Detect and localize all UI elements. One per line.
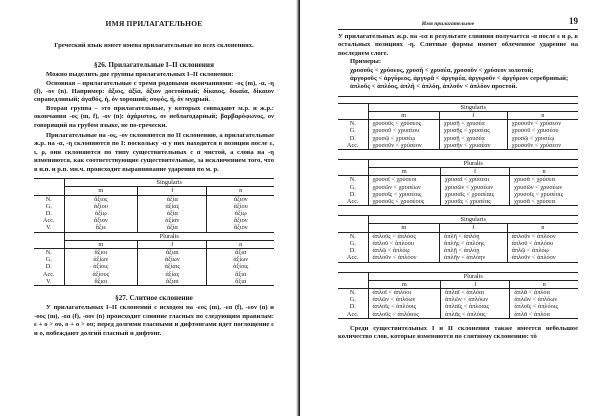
table-row: V. ἄξιοι ἄξιαι ἄξια: [34, 278, 274, 286]
closing-paragraph: Среди существительных I и II склонения также имеется небольшое количество слов, которые изменяются по слитному склонению: τὸ: [338, 324, 578, 341]
number-header: Singularis: [368, 216, 578, 224]
intro-sentence: Греческий язык имеет имена прилагательные во всех склонениях.: [54, 42, 254, 50]
table-row: G. ἀξίων ἀξίων ἀξίων: [34, 256, 274, 263]
number-header: Pluralis: [368, 272, 578, 280]
number-header: Pluralis: [368, 160, 578, 168]
left-page: [0, 0, 298, 416]
gender-header: f: [441, 280, 510, 288]
gender-header: n: [510, 168, 578, 176]
section-26-p4: Прилагательные на -ος, -ον склоняются по II склонению, а прилагательные ж.р. на -α, -η склоняются по I: поскольку -α у них находится в позиции после ε, ι, ρ, они склоняются по типу существительных с α чистой, а слова на -η изменяются, как соответствующие существительные, за исключением того, что в и.п. и р.п. мн.ч. происходит выравнивание ударения по м. р.: [34, 132, 274, 173]
section-26-p1: Можно выделить две группы прилагательных I–II склонения:: [46, 71, 234, 79]
table-row: G. ἁπλοῦ < ἁπλόου ἁπλῆς < ἁπλόης ἁπλοῦ < ἁπλόου: [338, 240, 578, 247]
gender-header: n: [507, 224, 578, 232]
table-row: Acc. ἀξίους ἀξίας ἄξια: [34, 271, 274, 278]
table-row: Acc. χρυσοῦν < χρύσεον χρυσῆν < χρυσέαν χρυσοῦν < χρύσεον: [338, 142, 578, 150]
table-row: D. ἀξίῳ ἀξίᾳ ἀξίῳ: [34, 210, 274, 217]
right-page-content: [338, 18, 578, 342]
section-26-p2: Основная – прилагательные с тремя родовыми окончаниями: -ος (m), -α, -η (f), -ον (n). Например: ἄξιος, ἀξία, ἄξιον достойный; δίκαιος, δικαία, δίκαιον справедливый; ἀγαθός, ή, όν хороший; σοφός, ή, όν мудрый.: [34, 79, 274, 104]
gender-header: m: [368, 280, 441, 288]
table-row: D. ἁπλῷ < ἁπλόῳ ἁπλῇ < ἁπλόῃ ἁπλῷ < ἁπλόῳ: [338, 247, 578, 254]
plural-header: Pluralis: [64, 232, 274, 240]
table-row: G. χρυσοῦ < χρυσέου χρυσῆς < χρυσέας χρυσοῦ < χρυσέου: [338, 127, 578, 134]
running-head-title: Имя прилагательное: [421, 21, 475, 27]
gender-n: n: [207, 187, 274, 195]
contract-tables: [338, 103, 578, 319]
table-row: Acc. ἁπλοῦς < ἁπλόους ἁπλᾶς < ἁπλόας ἁπλᾶ < ἁπλόα: [338, 311, 578, 319]
table-row: Acc. ἁπλοῦν < ἁπλόον ἁπλῆν < ἁπλόην ἁπλοῦν < ἁπλόον: [338, 254, 578, 262]
gender-header: f: [440, 168, 509, 176]
gender-header: n: [507, 112, 578, 120]
gender-header: m: [368, 112, 439, 120]
chapter-title: ИМЯ ПРИЛАГАТЕЛЬНОЕ: [105, 19, 203, 28]
example-2: ἀργυροῦς < ἀργύρεος, ἀργυρᾶ < ἀργυρέα, ἀργυροῦν < ἀργύρεον серебряный;: [350, 75, 569, 83]
table-row: N. ἁπλοῦς < ἁπλόος ἁπλῆ < ἁπλόη ἁπλοῦν < ἁπλόον: [338, 232, 578, 240]
table-row: V. ἄξιε ἀξία ἄξιον: [34, 224, 274, 232]
example-3: ἁπλοῦς < ἁπλόος, ἁπλῆ < ἁπλόη, ἁπλοῦν < ἁπλόον простой.: [350, 83, 518, 91]
table-row: G. ἀξίου ἀξίας ἀξίου: [34, 203, 274, 210]
example-1: χρυσοῦς < χρύσεος, χρυσῆ < χρυσέα, χρυσοῦν < χρύσεον золотой;: [350, 66, 534, 74]
table-row: G. ἁπλῶν < ἁπλόων ἁπλῶν < ἁπλόων ἁπλῶν < ἁπλόων: [338, 296, 578, 303]
declension-table-axios: Singularis m f n N. ἄξιος ἀξία ἄξιον G. ἀξίου ἀξίας ἀξίου D. ἀξίῳ ἀξίᾳ ἀξίῳ Acc. ἄξιον ἀξίαν ἄξιον V. ἄξιε ἀξία ἄξιον Pluralis m f n N. ἄξιοι ἄξιαι ἄξια G. ἀξίων ἀξίων ἀξίων D. ἀξίοις ἀξίαις ἀξίοις Acc. ἀξίους ἀξίας ἄξια V. ἄξιοι ἄξιαι ἄξια: [34, 178, 274, 286]
gender-header: f: [440, 224, 508, 232]
table-row: G. χρυσῶν < χρυσέων χρυσῶν < χρυσέων χρυσῶν < χρυσέων: [338, 184, 578, 191]
section-26-title: §26. Прилагательные I–II склонения: [94, 60, 214, 69]
table-row: N. ἄξιοι ἄξιαι ἄξια: [34, 248, 274, 256]
haplous-singular-table: [338, 215, 578, 262]
gender-header: m: [368, 168, 440, 176]
table-row: N. χρυσοῦς < χρύσεος χρυσῆ < χρυσέα χρυσοῦν < χρύσεον: [338, 120, 578, 128]
table-row: D. χρυσοῖς < χρυσέοις χρυσαῖς < χρυσέαις χρυσοῖς < χρυσέοις: [338, 191, 578, 198]
table-row: Acc. ἄξιον ἀξίαν ἄξιον: [34, 217, 274, 224]
table-row: Acc. χρυσοῦς < χρυσέους χρυσᾶς < χρυσέας χρυσᾶ < χρύσεα: [338, 198, 578, 206]
gender-m: m: [64, 187, 138, 195]
page-number: 19: [569, 16, 578, 26]
gender-header: n: [510, 280, 578, 288]
gender-header: m: [368, 224, 440, 232]
table-row: N. ἁπλοῖ < ἁπλόοι ἁπλαῖ < ἁπλόαι ἁπλᾶ < ἁπλόα: [338, 288, 578, 296]
right-page: [300, 0, 600, 416]
section-27-title: §27. Слитное склонение: [115, 293, 193, 302]
singular-header: Singularis: [64, 179, 274, 187]
examples-label: Примеры:: [350, 58, 382, 66]
chrysous-singular-table: [338, 103, 578, 150]
table-row: D. ἀξίοις ἀξίαις ἀξίοις: [34, 263, 274, 270]
gender-header: f: [439, 112, 507, 120]
right-p1: У прилагательных ж.р. на -εα в результате слияния получается -α после ε и ρ, в остальных позициях -η. Слитные формы имеют облеченное ударение на последнем слоге.: [338, 33, 578, 57]
running-head: [338, 18, 578, 30]
table-row: D. ἁπλοῖς < ἁπλόοις ἁπλαῖς < ἁπλόαις ἁπλοῖς < ἁπλόοις: [338, 303, 578, 310]
haplous-plural-table: [338, 272, 578, 319]
section-26-p3: Вторая группа – это прилагательные, у которых совпадают м.р. и ж.р.: окончания -ος (m, f), -ον (n): ἀχάριστος, ον неблагодарный; βαρβαρόφωνος, ον говорящий на грубом языке, не по-гречески.: [34, 104, 274, 129]
section-27-p1: У прилагательных I–II склонений с исходом на -εος (m), -εα (f), -εον (n) и -οος (m), -οα (f), -οον (n) происходит слияние гласных по следующим правилам: ε + ο > ου, ο + ο > ου; перед долгими гласными и дифтонгами идет поглощение ε и ο, побеждают долгий гласный и дифтонг.: [34, 304, 274, 337]
divider: [338, 96, 578, 97]
table-row: D. χρυσῷ < χρυσέῳ χρυσῇ < χρυσέᾳ χρυσῷ < χρυσέῳ: [338, 135, 578, 142]
left-page-content: [34, 18, 274, 338]
table-row: N. χρυσοῖ < χρύσεοι χρυσαῖ < χρύσεαι χρυσᾶ < χρύσεα: [338, 176, 578, 184]
number-header: Singularis: [368, 103, 578, 111]
chrysous-plural-table: [338, 159, 578, 206]
table-row: N. ἄξιος ἀξία ἄξιον: [34, 195, 274, 203]
gender-f: f: [138, 187, 207, 195]
